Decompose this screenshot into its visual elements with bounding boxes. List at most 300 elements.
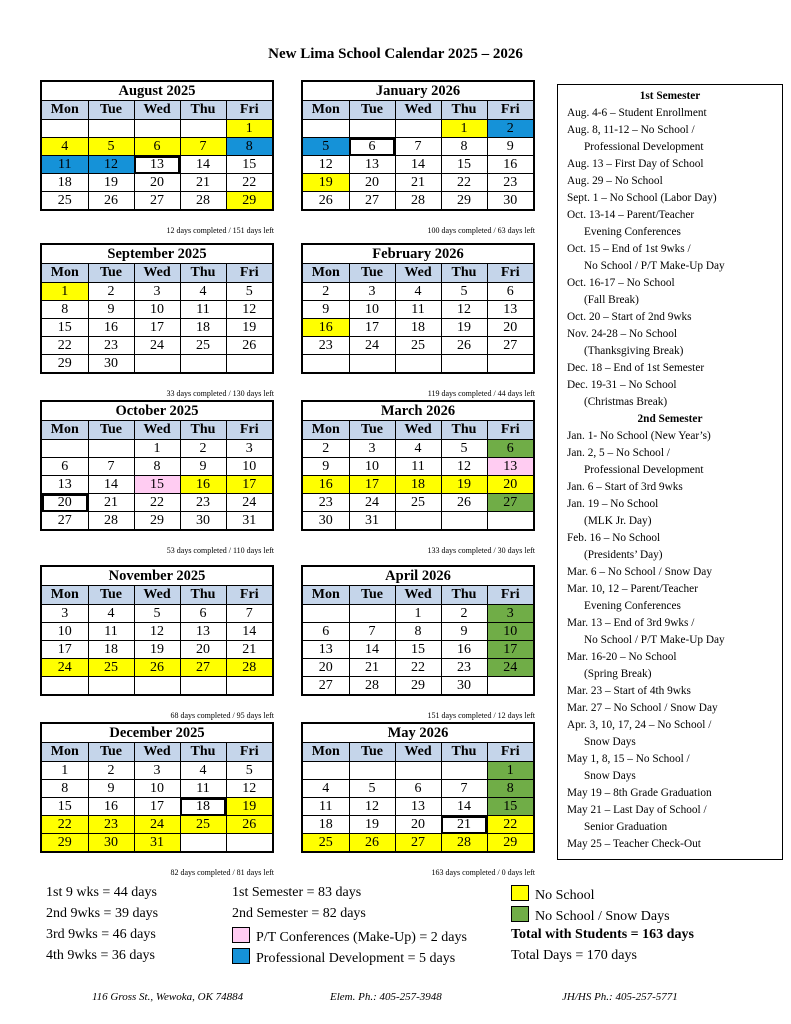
day-cell: 1: [42, 283, 88, 301]
event-line: Dec. 19-31 – No School: [567, 379, 677, 391]
day-cell: [395, 355, 441, 373]
legend-semester-2: 2nd Semester = 82 days: [232, 906, 366, 921]
day-cell: 27: [134, 192, 180, 210]
day-cell: 27: [42, 512, 88, 530]
day-cell: 21: [349, 659, 395, 677]
day-cell: 10: [134, 780, 180, 798]
day-cell: 19: [226, 798, 272, 816]
day-cell: 8: [226, 138, 272, 156]
day-cell: [303, 762, 349, 780]
day-cell: 9: [88, 780, 134, 798]
legend-nine-weeks-1: 1st 9 wks = 44 days: [46, 885, 157, 900]
day-cell: 16: [303, 319, 349, 337]
day-cell: 20: [487, 476, 533, 494]
weekday-header: Tue: [88, 743, 134, 762]
day-cell: 2: [180, 440, 226, 458]
day-cell: 17: [226, 476, 272, 494]
day-cell: 20: [395, 816, 441, 834]
event-line: Mar. 16-20 – No School: [567, 651, 677, 663]
day-cell: 28: [395, 192, 441, 210]
day-cell: 24: [226, 494, 272, 512]
day-cell: 5: [441, 440, 487, 458]
day-cell: 26: [349, 834, 395, 852]
day-cell: 13: [395, 798, 441, 816]
day-cell: 12: [303, 156, 349, 174]
day-cell: 20: [303, 659, 349, 677]
day-cell: 30: [487, 192, 533, 210]
day-cell: 19: [349, 816, 395, 834]
day-cell: 18: [88, 641, 134, 659]
blue-swatch-icon: [232, 948, 250, 964]
day-cell: [226, 677, 272, 695]
day-cell: 24: [134, 337, 180, 355]
day-cell: 11: [395, 458, 441, 476]
day-cell: 6: [395, 780, 441, 798]
day-cell: 26: [303, 192, 349, 210]
weekday-header: Thu: [441, 421, 487, 440]
day-cell: 29: [42, 355, 88, 373]
day-cell: 29: [441, 192, 487, 210]
day-cell: 25: [88, 659, 134, 677]
event-line: Feb. 16 – No School: [567, 532, 661, 544]
event-line: Oct. 16-17 – No School: [567, 277, 675, 289]
day-cell: 29: [134, 512, 180, 530]
day-cell: 1: [134, 440, 180, 458]
day-cell: 23: [487, 174, 533, 192]
yellow-swatch-icon: [511, 885, 529, 901]
month-calendar: [301, 565, 535, 696]
day-cell: 12: [441, 301, 487, 319]
day-cell: 28: [180, 192, 226, 210]
event-line: Nov. 24-28 – No School: [567, 328, 678, 340]
day-cell: 20: [349, 174, 395, 192]
day-cell: 4: [88, 605, 134, 623]
days-count: 100 days completed / 63 days left: [427, 226, 535, 235]
day-cell: 1: [395, 605, 441, 623]
day-cell: 7: [349, 623, 395, 641]
day-cell: 15: [441, 156, 487, 174]
day-cell: 20: [487, 319, 533, 337]
event-line: Dec. 18 – End of 1st Semester: [567, 362, 705, 374]
weekday-header: Wed: [395, 586, 441, 605]
day-cell: 1: [487, 762, 533, 780]
day-cell: 2: [303, 283, 349, 301]
day-cell: [226, 355, 272, 373]
day-cell: 25: [42, 192, 88, 210]
footer-address: 116 Gross St., Wewoka, OK 74884: [92, 991, 244, 1003]
event-line: (Presidents’ Day): [584, 549, 663, 561]
day-cell: 5: [88, 138, 134, 156]
event-line: Professional Development: [584, 464, 704, 476]
day-cell: [395, 762, 441, 780]
weekday-header: Fri: [226, 586, 272, 605]
day-cell: 2: [303, 440, 349, 458]
event-line: Apr. 3, 10, 17, 24 – No School /: [567, 719, 712, 731]
day-cell: 10: [487, 623, 533, 641]
day-cell: 10: [349, 301, 395, 319]
event-line: (Christmas Break): [584, 396, 668, 408]
weekday-header: Tue: [88, 586, 134, 605]
day-cell: 11: [42, 156, 88, 174]
day-cell: 6: [134, 138, 180, 156]
day-cell: 8: [441, 138, 487, 156]
event-line: Mar. 13 – End of 3rd 9wks /: [567, 617, 695, 629]
green-swatch-icon: [511, 906, 529, 922]
day-cell: 2: [441, 605, 487, 623]
weekday-header: Fri: [487, 264, 533, 283]
month-title: October 2025: [42, 402, 272, 421]
weekday-header: Thu: [180, 586, 226, 605]
event-line: Mar. 27 – No School / Snow Day: [567, 702, 718, 714]
day-cell: [349, 762, 395, 780]
weekday-header: Wed: [134, 743, 180, 762]
day-cell: 26: [226, 816, 272, 834]
day-cell: 15: [134, 476, 180, 494]
days-count: 163 days completed / 0 days left: [431, 868, 535, 877]
day-cell: 12: [226, 301, 272, 319]
days-count: 68 days completed / 95 days left: [170, 711, 274, 720]
day-cell: [349, 120, 395, 138]
day-cell: 3: [226, 440, 272, 458]
day-cell: 27: [349, 192, 395, 210]
event-line: Jan. 19 – No School: [567, 498, 659, 510]
weekday-header: Wed: [134, 264, 180, 283]
day-cell: 4: [303, 780, 349, 798]
day-cell: 22: [441, 174, 487, 192]
event-line: No School / P/T Make-Up Day: [584, 260, 725, 272]
event-line: Snow Days: [584, 770, 636, 782]
day-cell: 3: [42, 605, 88, 623]
day-cell: 11: [180, 780, 226, 798]
day-cell: [180, 120, 226, 138]
day-cell: 21: [180, 174, 226, 192]
event-line: May 25 – Teacher Check-Out: [567, 838, 701, 850]
day-cell: 27: [487, 337, 533, 355]
day-cell: 5: [441, 283, 487, 301]
day-cell: 23: [180, 494, 226, 512]
day-cell: 30: [88, 355, 134, 373]
day-cell: [441, 762, 487, 780]
weekday-header: Mon: [303, 743, 349, 762]
day-cell: 23: [303, 337, 349, 355]
day-cell: 29: [42, 834, 88, 852]
day-cell: [226, 834, 272, 852]
legend-semester-1: 1st Semester = 83 days: [232, 885, 362, 900]
day-cell: [134, 677, 180, 695]
day-cell: 22: [226, 174, 272, 192]
day-cell: 18: [42, 174, 88, 192]
day-cell: 23: [88, 816, 134, 834]
day-cell: 14: [441, 798, 487, 816]
day-cell: [395, 512, 441, 530]
day-cell: 16: [88, 798, 134, 816]
month-title: August 2025: [42, 82, 272, 101]
day-cell: 16: [180, 476, 226, 494]
event-line: Aug. 4-6 – Student Enrollment: [567, 107, 707, 119]
month-title: May 2026: [303, 724, 533, 743]
day-cell: 12: [88, 156, 134, 174]
day-cell: 20: [134, 174, 180, 192]
days-count: 82 days completed / 81 days left: [170, 868, 274, 877]
day-cell: 1: [441, 120, 487, 138]
day-cell: 12: [441, 458, 487, 476]
day-cell: 6: [349, 138, 395, 156]
event-line: Sept. 1 – No School (Labor Day): [567, 192, 717, 204]
day-cell: 19: [441, 476, 487, 494]
day-cell: 10: [226, 458, 272, 476]
legend-nine-weeks-2: 2nd 9wks = 39 days: [46, 906, 159, 921]
day-cell: 15: [395, 641, 441, 659]
event-line: Snow Days: [584, 736, 636, 748]
day-cell: 22: [134, 494, 180, 512]
month-calendar: [40, 565, 274, 696]
day-cell: [395, 120, 441, 138]
day-cell: 4: [395, 283, 441, 301]
month-calendar: [40, 722, 274, 853]
days-count: 53 days completed / 110 days left: [166, 546, 274, 555]
day-cell: 14: [180, 156, 226, 174]
day-cell: 17: [134, 798, 180, 816]
month-calendar: [301, 80, 535, 211]
day-cell: 8: [487, 780, 533, 798]
events-sidebar: [557, 84, 783, 860]
month-calendar: [40, 80, 274, 211]
day-cell: 27: [180, 659, 226, 677]
month-title: January 2026: [303, 82, 533, 101]
day-cell: 5: [226, 762, 272, 780]
month-calendar: [301, 243, 535, 374]
weekday-header: Mon: [42, 743, 88, 762]
day-cell: [134, 120, 180, 138]
event-line: Mar. 6 – No School / Snow Day: [567, 566, 712, 578]
event-line: (MLK Jr. Day): [584, 515, 652, 527]
day-cell: 24: [42, 659, 88, 677]
day-cell: 19: [226, 319, 272, 337]
weekday-header: Wed: [134, 421, 180, 440]
weekday-header: Tue: [88, 421, 134, 440]
day-cell: 26: [226, 337, 272, 355]
weekday-header: Tue: [88, 101, 134, 120]
day-cell: 27: [303, 677, 349, 695]
weekday-header: Fri: [226, 421, 272, 440]
day-cell: 28: [349, 677, 395, 695]
day-cell: 12: [349, 798, 395, 816]
days-count: 119 days completed / 44 days left: [427, 389, 535, 398]
day-cell: [88, 677, 134, 695]
weekday-header: Fri: [226, 743, 272, 762]
weekday-header: Mon: [303, 586, 349, 605]
day-cell: 26: [134, 659, 180, 677]
weekday-header: Thu: [441, 264, 487, 283]
day-cell: 28: [441, 834, 487, 852]
day-cell: 2: [487, 120, 533, 138]
weekday-header: Fri: [487, 743, 533, 762]
weekday-header: Wed: [395, 421, 441, 440]
event-line: Jan. 1- No School (New Year’s): [567, 430, 711, 442]
day-cell: 4: [180, 283, 226, 301]
weekday-header: Wed: [395, 264, 441, 283]
day-cell: 27: [395, 834, 441, 852]
month-title: April 2026: [303, 567, 533, 586]
day-cell: [487, 677, 533, 695]
event-line: May 1, 8, 15 – No School /: [567, 753, 690, 765]
day-cell: 17: [134, 319, 180, 337]
weekday-header: Mon: [303, 421, 349, 440]
day-cell: 1: [42, 762, 88, 780]
month-title: September 2025: [42, 245, 272, 264]
day-cell: 30: [88, 834, 134, 852]
legend-pt-conferences: P/T Conferences (Make-Up) = 2 days: [232, 927, 467, 946]
day-cell: 31: [349, 512, 395, 530]
day-cell: 21: [226, 641, 272, 659]
day-cell: 14: [88, 476, 134, 494]
event-line: Evening Conferences: [584, 600, 681, 612]
weekday-header: Wed: [134, 101, 180, 120]
month-calendar: [40, 243, 274, 374]
event-line: (Fall Break): [584, 294, 639, 306]
day-cell: 19: [88, 174, 134, 192]
day-cell: 14: [395, 156, 441, 174]
weekday-header: Wed: [395, 101, 441, 120]
weekday-header: Thu: [180, 743, 226, 762]
weekday-header: Fri: [487, 421, 533, 440]
semester-heading: 1st Semester: [639, 90, 701, 102]
day-cell: 3: [349, 440, 395, 458]
weekday-header: Tue: [349, 264, 395, 283]
day-cell: 10: [134, 301, 180, 319]
day-cell: 25: [180, 816, 226, 834]
weekday-header: Wed: [134, 586, 180, 605]
day-cell: [88, 440, 134, 458]
event-line: Oct. 20 – Start of 2nd 9wks: [567, 311, 692, 323]
month-title: November 2025: [42, 567, 272, 586]
weekday-header: Fri: [226, 101, 272, 120]
day-cell: 29: [395, 677, 441, 695]
day-cell: 24: [349, 337, 395, 355]
event-line: Senior Graduation: [584, 821, 668, 833]
day-cell: 3: [349, 283, 395, 301]
day-cell: 1: [226, 120, 272, 138]
day-cell: 23: [88, 337, 134, 355]
event-line: Oct. 13-14 – Parent/Teacher: [567, 209, 695, 221]
day-cell: 6: [180, 605, 226, 623]
day-cell: 9: [487, 138, 533, 156]
day-cell: 26: [441, 494, 487, 512]
day-cell: 9: [303, 301, 349, 319]
month-calendar: [301, 722, 535, 853]
day-cell: 24: [134, 816, 180, 834]
day-cell: [487, 512, 533, 530]
day-cell: 21: [395, 174, 441, 192]
day-cell: 8: [42, 301, 88, 319]
pink-swatch-icon: [232, 927, 250, 943]
day-cell: 30: [441, 677, 487, 695]
day-cell: 24: [487, 659, 533, 677]
day-cell: 7: [395, 138, 441, 156]
day-cell: 26: [88, 192, 134, 210]
event-line: No School / P/T Make-Up Day: [584, 634, 725, 646]
day-cell: 13: [349, 156, 395, 174]
legend-no-school: No School: [511, 885, 595, 904]
day-cell: 15: [487, 798, 533, 816]
day-cell: 30: [303, 512, 349, 530]
footer-jhhs-phone: JH/HS Ph.: 405-257-5771: [562, 991, 678, 1003]
weekday-header: Thu: [441, 743, 487, 762]
day-cell: 19: [303, 174, 349, 192]
day-cell: 9: [88, 301, 134, 319]
weekday-header: Thu: [441, 101, 487, 120]
day-cell: 5: [134, 605, 180, 623]
day-cell: 7: [226, 605, 272, 623]
day-cell: 3: [487, 605, 533, 623]
day-cell: [303, 355, 349, 373]
day-cell: 9: [441, 623, 487, 641]
day-cell: 18: [395, 319, 441, 337]
weekday-header: Mon: [42, 264, 88, 283]
day-cell: 13: [487, 301, 533, 319]
weekday-header: Thu: [180, 264, 226, 283]
day-cell: 28: [88, 512, 134, 530]
day-cell: 13: [42, 476, 88, 494]
day-cell: [180, 355, 226, 373]
month-calendar: [40, 400, 274, 531]
day-cell: 22: [487, 816, 533, 834]
day-cell: [349, 355, 395, 373]
day-cell: 31: [226, 512, 272, 530]
day-cell: 4: [395, 440, 441, 458]
day-cell: 3: [134, 762, 180, 780]
day-cell: 25: [180, 337, 226, 355]
day-cell: 9: [303, 458, 349, 476]
day-cell: 5: [349, 780, 395, 798]
day-cell: 12: [134, 623, 180, 641]
day-cell: [303, 120, 349, 138]
day-cell: 7: [88, 458, 134, 476]
weekday-header: Thu: [441, 586, 487, 605]
weekday-header: Thu: [180, 101, 226, 120]
day-cell: 19: [134, 641, 180, 659]
weekday-header: Wed: [395, 743, 441, 762]
event-line: Oct. 15 – End of 1st 9wks /: [567, 243, 691, 255]
days-count: 151 days completed / 12 days left: [427, 711, 535, 720]
legend-professional-development: Professional Development = 5 days: [232, 948, 455, 967]
day-cell: 16: [487, 156, 533, 174]
day-cell: 29: [487, 834, 533, 852]
day-cell: 25: [395, 494, 441, 512]
weekday-header: Mon: [303, 101, 349, 120]
month-title: February 2026: [303, 245, 533, 264]
day-cell: 13: [134, 156, 180, 174]
day-cell: 26: [441, 337, 487, 355]
day-cell: 19: [441, 319, 487, 337]
day-cell: 10: [349, 458, 395, 476]
day-cell: 2: [88, 762, 134, 780]
day-cell: 6: [487, 440, 533, 458]
month-calendar: [301, 400, 535, 531]
day-cell: 10: [42, 623, 88, 641]
event-line: Evening Conferences: [584, 226, 681, 238]
day-cell: [441, 355, 487, 373]
day-cell: 13: [303, 641, 349, 659]
day-cell: 27: [487, 494, 533, 512]
day-cell: [180, 834, 226, 852]
day-cell: 12: [226, 780, 272, 798]
day-cell: 14: [349, 641, 395, 659]
day-cell: 7: [180, 138, 226, 156]
month-title: December 2025: [42, 724, 272, 743]
event-line: (Spring Break): [584, 668, 652, 680]
day-cell: [303, 605, 349, 623]
